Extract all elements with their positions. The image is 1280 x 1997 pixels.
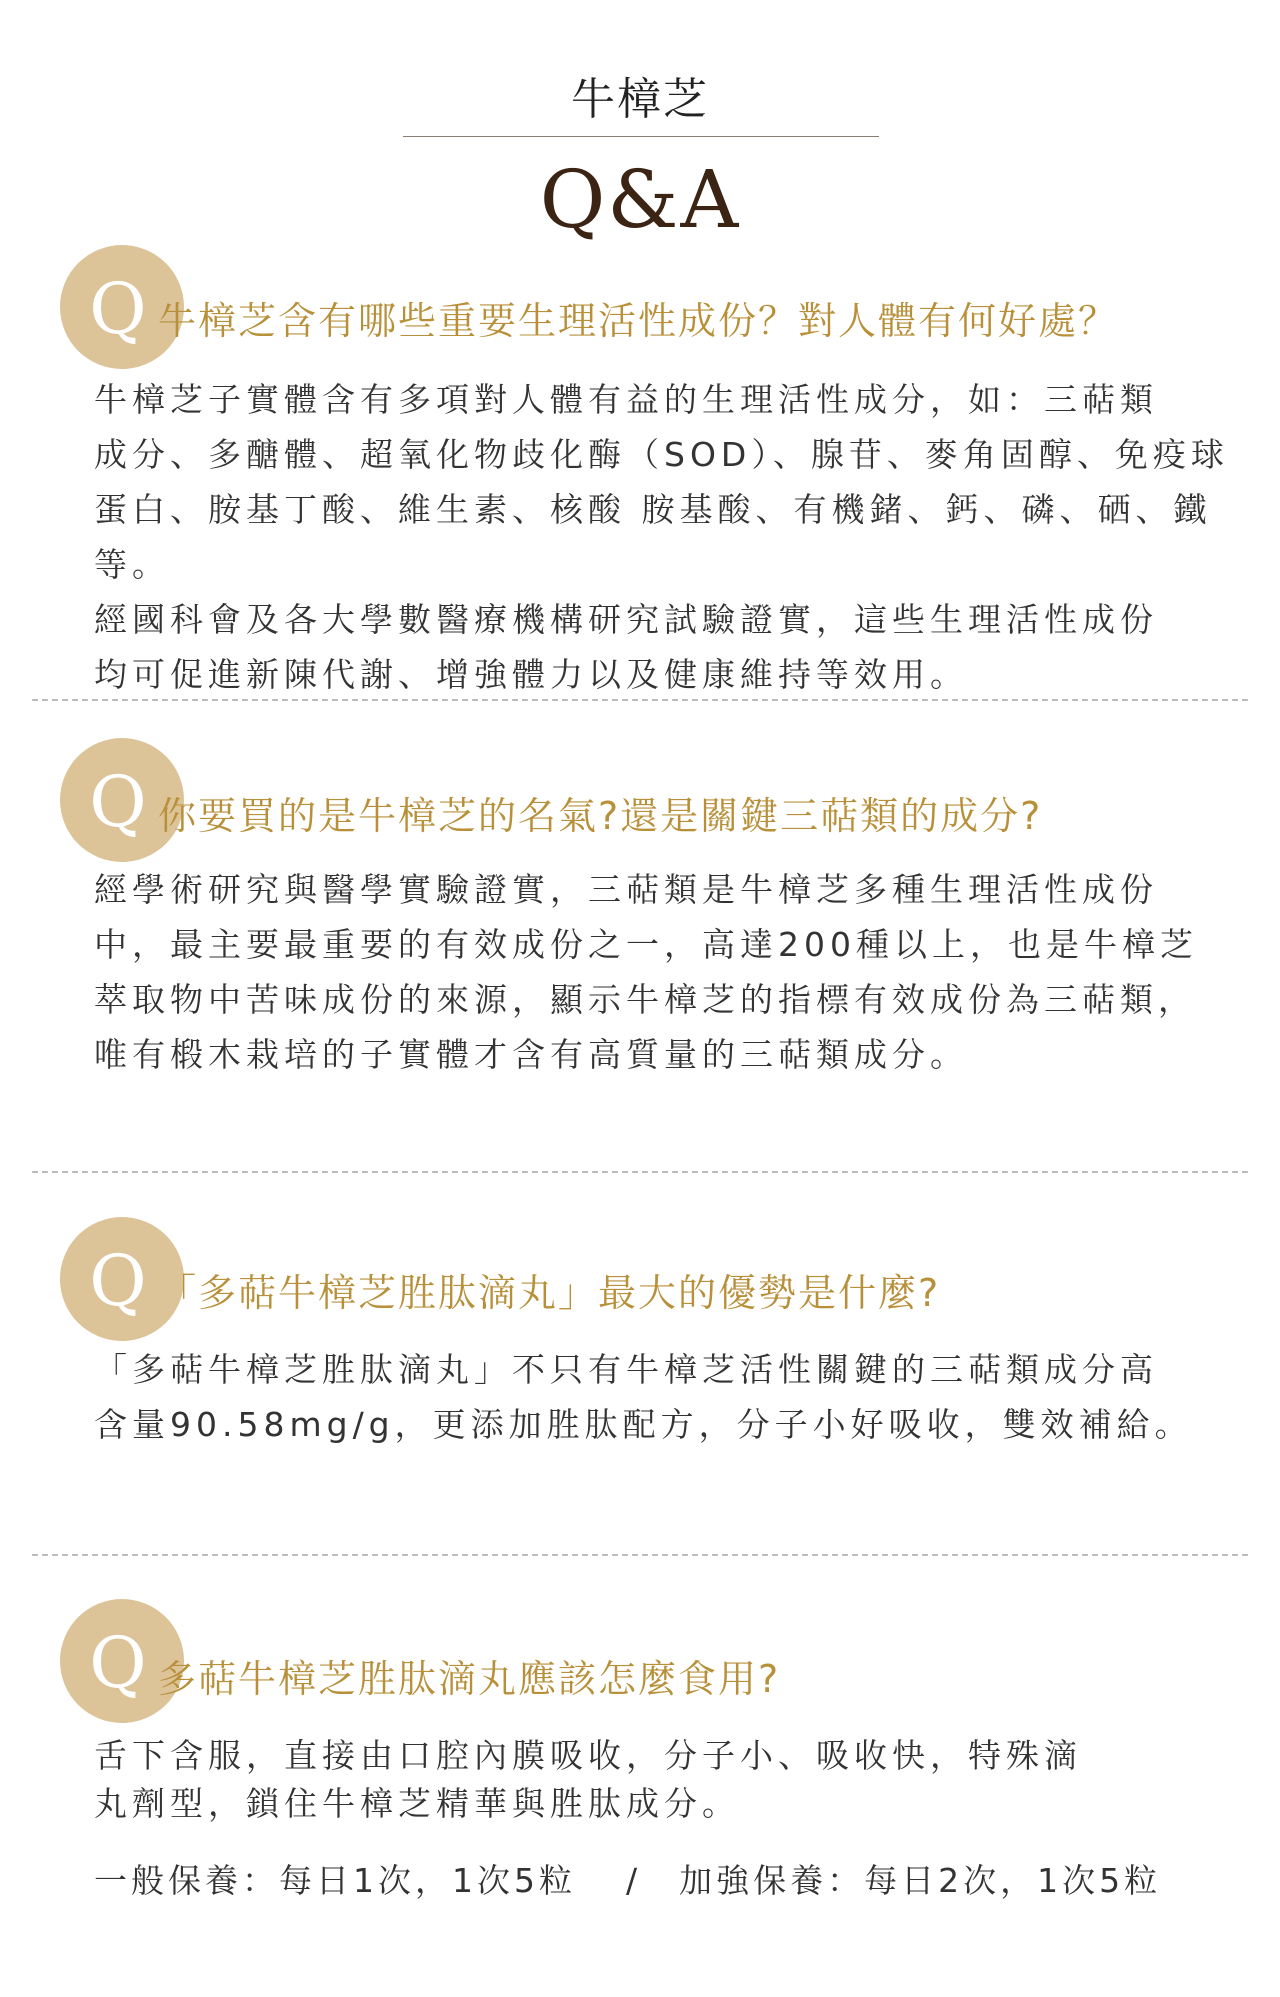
- dosage-separator: /: [626, 1861, 642, 1900]
- question-3: 「多萜牛樟芝胜肽滴丸」最大的優勢是什麼?: [158, 1271, 941, 1315]
- answer-1: [94, 372, 1280, 702]
- section-divider-1: [32, 699, 1248, 701]
- answer-line: 含量90.58mg/g，更添加胜肽配方，分子小好吸收，雙效補給。: [94, 1405, 1193, 1444]
- page-title: Q&A: [539, 153, 741, 246]
- answer-2: [94, 862, 1198, 1082]
- question-4: 多萜牛樟芝胜肽滴丸應該怎麼食用?: [158, 1657, 781, 1701]
- answer-line: 蛋白、胺基丁酸、維生素、核酸 胺基酸、有機鍺、鈣、磷、硒、鐵等。: [94, 490, 1212, 584]
- answer-line: 均可促進新陳代謝、增強體力以及健康維持等效用。: [94, 655, 968, 694]
- answer-line: 萃取物中苦味成份的來源，顯示牛樟芝的指標有效成份為三萜類，: [94, 980, 1196, 1019]
- page-header: [0, 0, 1280, 246]
- answer-4: [94, 1732, 1082, 1828]
- question-2: 你要買的是牛樟芝的名氣?還是關鍵三萜類的成分?: [158, 794, 1043, 838]
- q-letter: Q: [89, 1240, 147, 1322]
- dosage-normal: 一般保養：每日1次，1次5粒: [94, 1861, 576, 1900]
- answer-line: 成分、多醣體、超氧化物歧化酶（SOD）、腺苷、麥角固醇、免疫球: [94, 435, 1229, 474]
- section-divider-3: [32, 1554, 1248, 1556]
- dosage-info: [94, 1856, 1161, 1906]
- answer-line: 丸劑型，鎖住牛樟芝精華與胜肽成分。: [94, 1784, 740, 1823]
- answer-line: 經學術研究與醫學實驗證實，三萜類是牛樟芝多種生理活性成份: [94, 870, 1158, 909]
- answer-line: 「多萜牛樟芝胜肽滴丸」不只有牛樟芝活性關鍵的三萜類成分高: [94, 1350, 1158, 1389]
- answer-3: [94, 1342, 1193, 1452]
- answer-line: 唯有椴木栽培的子實體才含有高質量的三萜類成分。: [94, 1035, 968, 1074]
- answer-line: 牛樟芝子實體含有多項對人體有益的生理活性成分，如：三萜類: [94, 380, 1158, 419]
- section-divider-2: [32, 1171, 1248, 1173]
- answer-line: 舌下含服，直接由口腔內膜吸收，分子小、吸收快，特殊滴: [94, 1736, 1082, 1775]
- page-subtitle: 牛樟芝: [571, 74, 709, 125]
- answer-line: 中，最主要最重要的有效成份之一，高達200種以上，也是牛樟芝: [94, 925, 1198, 964]
- title-divider: [403, 136, 879, 137]
- q-letter: Q: [89, 761, 147, 843]
- answer-line: 經國科會及各大學數醫療機構研究試驗證實，這些生理活性成份: [94, 600, 1158, 639]
- dosage-strong: 加強保養：每日2次，1次5粒: [679, 1861, 1162, 1900]
- q-letter: Q: [89, 1622, 147, 1704]
- q-letter: Q: [89, 268, 147, 350]
- question-1: 牛樟芝含有哪些重要生理活性成份？對人體有何好處？: [158, 299, 1119, 343]
